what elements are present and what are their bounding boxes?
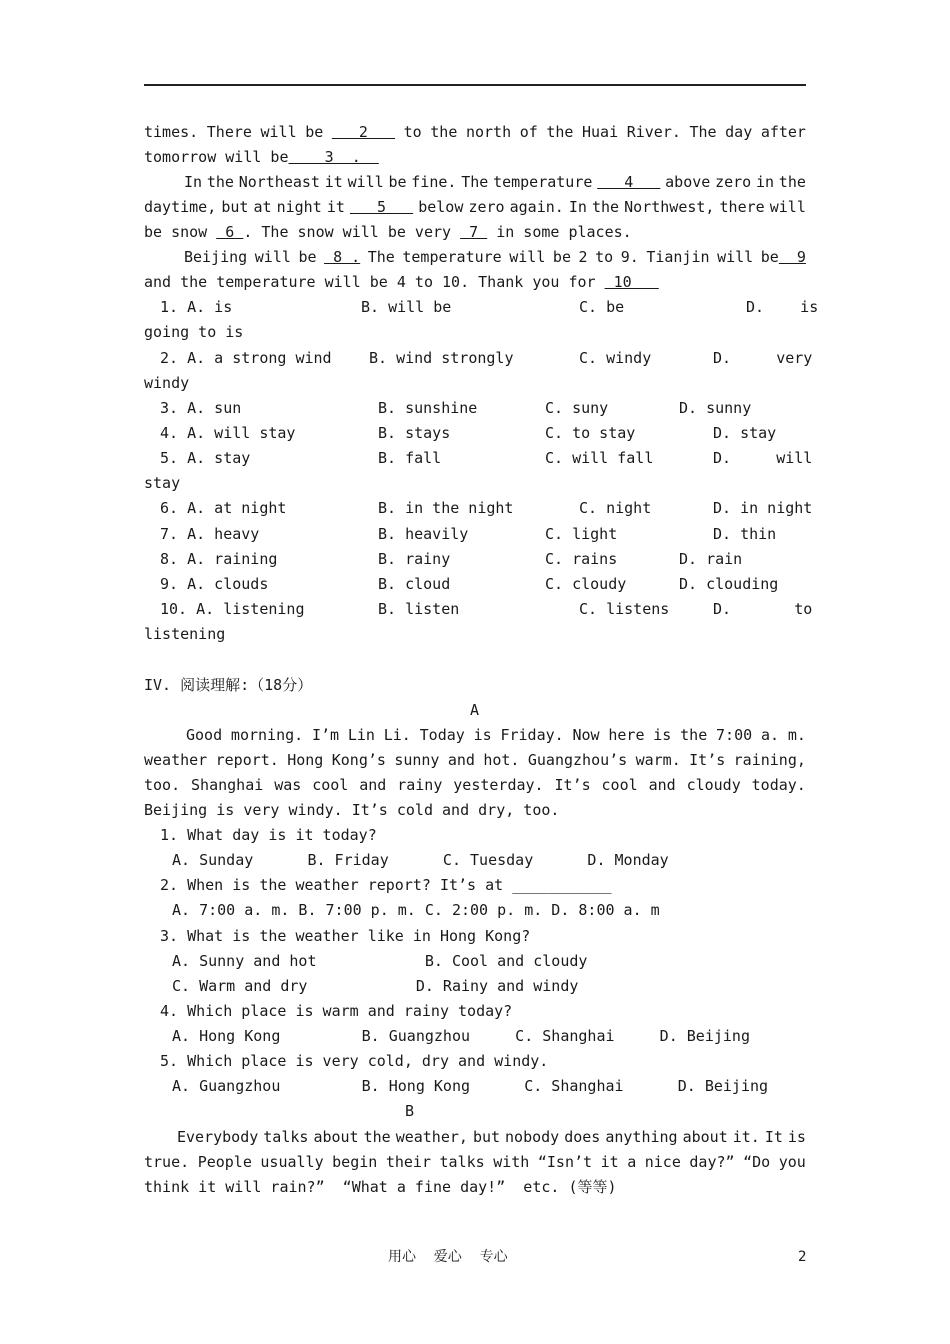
question-4: 4. Which place is warm and rainy today? bbox=[160, 1002, 513, 1020]
word: in bbox=[755, 173, 775, 191]
word: be 9 bbox=[760, 248, 806, 266]
word: Northwest, bbox=[624, 198, 715, 216]
word: Beijing bbox=[184, 248, 248, 266]
word: nice bbox=[644, 1153, 681, 1171]
word: will bbox=[254, 248, 291, 266]
word: 7:00 bbox=[716, 726, 753, 744]
word: you bbox=[778, 1153, 806, 1171]
word: again. bbox=[509, 198, 564, 216]
passage-a-label: A bbox=[470, 701, 480, 719]
word: temperature bbox=[493, 173, 593, 191]
option-5b: B. fall bbox=[378, 449, 442, 467]
option-10a: 10. A. listening bbox=[160, 600, 305, 618]
word: be bbox=[552, 248, 571, 266]
word: it. bbox=[732, 1128, 760, 1146]
option-1b: B. will be bbox=[361, 298, 452, 316]
word: raining, bbox=[733, 751, 806, 769]
word: the bbox=[778, 173, 806, 191]
blank-7: 7 bbox=[460, 223, 488, 241]
word: It bbox=[764, 1128, 783, 1146]
word: m. bbox=[787, 726, 806, 744]
word: was bbox=[274, 776, 302, 794]
word: The bbox=[461, 173, 489, 191]
word: is bbox=[653, 726, 672, 744]
word: about bbox=[682, 1128, 728, 1146]
passage-b-line-1 bbox=[177, 1128, 806, 1147]
option-9b: B. cloud bbox=[378, 575, 451, 593]
word: does bbox=[564, 1128, 601, 1146]
word: but bbox=[221, 198, 249, 216]
word: and bbox=[447, 751, 475, 769]
word: Friday. bbox=[500, 726, 564, 744]
word: talks bbox=[263, 1128, 309, 1146]
word: and bbox=[359, 776, 387, 794]
cloze-line-1 bbox=[144, 123, 806, 142]
cloze-line-5 bbox=[144, 223, 632, 242]
word: “Isn’t bbox=[537, 1153, 593, 1171]
option-1a: 1. A. is bbox=[160, 298, 233, 316]
word: true. bbox=[144, 1153, 190, 1171]
word bbox=[350, 198, 413, 217]
word: weather, bbox=[395, 1128, 468, 1146]
word: will bbox=[769, 198, 806, 216]
word: be bbox=[305, 123, 324, 141]
word: will bbox=[260, 123, 297, 141]
blank-3: 3 . bbox=[288, 148, 379, 166]
option-6a: 6. A. at night bbox=[160, 499, 287, 517]
option-5d-wrap: stay bbox=[144, 474, 181, 492]
word: today. bbox=[751, 776, 806, 794]
word: north bbox=[465, 123, 512, 141]
option-1c: C. be bbox=[579, 298, 625, 316]
option-1d: D. is bbox=[746, 298, 819, 316]
option-2d-wrap: windy bbox=[144, 374, 190, 392]
word: report. bbox=[215, 751, 279, 769]
word: zero bbox=[468, 198, 505, 216]
word: Good bbox=[186, 726, 223, 744]
option-3c: C. suny bbox=[545, 399, 609, 417]
word: sunny bbox=[394, 751, 440, 769]
word: with bbox=[493, 1153, 530, 1171]
word: about bbox=[313, 1128, 359, 1146]
word bbox=[332, 123, 395, 142]
cloze-text: tomorrow will be bbox=[144, 148, 289, 166]
question-3: 3. What is the weather like in Hong Kong? bbox=[160, 927, 531, 945]
word: temperature bbox=[402, 248, 502, 266]
word: rainy bbox=[397, 776, 443, 794]
option-8d: D. rain bbox=[679, 550, 743, 568]
option-4c: C. to stay bbox=[545, 424, 636, 442]
word: is bbox=[787, 1128, 806, 1146]
word: it bbox=[324, 173, 343, 191]
option-9a: 9. A. clouds bbox=[160, 575, 269, 593]
option-3d: D. sunny bbox=[679, 399, 752, 417]
word: Kong’s bbox=[331, 751, 386, 769]
cloze-text: be snow bbox=[144, 223, 217, 241]
cloze-text: . The snow will be very bbox=[243, 223, 461, 241]
option-2a: 2. A. a strong wind bbox=[160, 349, 332, 367]
question-1-options: A. Sunday B. Friday C. Tuesday D. Monday bbox=[172, 851, 669, 869]
option-5c: C. will fall bbox=[545, 449, 654, 467]
header-rule bbox=[144, 84, 806, 86]
word: is bbox=[473, 726, 492, 744]
question-5: 5. Which place is very cold, dry and windy. bbox=[160, 1052, 549, 1070]
word: there bbox=[719, 198, 765, 216]
word: it bbox=[600, 1153, 619, 1171]
question-2-options: A. 7:00 a. m. B. 7:00 p. m. C. 2:00 p. m. D. 8:00 a. m bbox=[172, 901, 660, 919]
word: People bbox=[197, 1153, 252, 1171]
word: cool bbox=[312, 776, 349, 794]
option-6b: B. in the night bbox=[378, 499, 514, 517]
word: be bbox=[298, 248, 317, 266]
word: There bbox=[206, 123, 252, 141]
word: warm. bbox=[635, 751, 681, 769]
word: it bbox=[326, 198, 345, 216]
word: yesterday. bbox=[453, 776, 544, 794]
option-8a: 8. A. raining bbox=[160, 550, 278, 568]
cloze-line-6 bbox=[184, 248, 806, 267]
word: at bbox=[253, 198, 272, 216]
word: Northeast bbox=[238, 173, 320, 191]
word: Shanghai bbox=[191, 776, 264, 794]
option-4d: D. stay bbox=[713, 424, 777, 442]
word: their bbox=[385, 1153, 431, 1171]
option-7d: D. thin bbox=[713, 525, 777, 543]
word: In bbox=[568, 198, 587, 216]
word: zero bbox=[715, 173, 752, 191]
word: the bbox=[363, 1128, 391, 1146]
passage-a-line-1 bbox=[186, 726, 806, 745]
option-6d: D. in night bbox=[713, 499, 813, 517]
option-2b: B. wind strongly bbox=[369, 349, 514, 367]
question-5-options: A. Guangzhou B. Hong Kong C. Shanghai D. Beijing bbox=[172, 1077, 769, 1095]
word: above bbox=[665, 173, 711, 191]
word: Now bbox=[572, 726, 600, 744]
word: Hong bbox=[287, 751, 324, 769]
option-10b: B. listen bbox=[378, 600, 460, 618]
option-9c: C. cloudy bbox=[545, 575, 627, 593]
option-4b: B. stays bbox=[378, 424, 451, 442]
word: In bbox=[184, 173, 203, 191]
option-8b: B. rainy bbox=[378, 550, 451, 568]
word: talks bbox=[439, 1153, 485, 1171]
word: usually bbox=[260, 1153, 324, 1171]
word: the bbox=[680, 726, 708, 744]
word: but bbox=[472, 1128, 501, 1146]
blank: 5 bbox=[349, 198, 414, 216]
word: will bbox=[509, 248, 546, 266]
cloze-text: in some places. bbox=[487, 223, 632, 241]
word: nobody bbox=[505, 1128, 560, 1146]
word: too. bbox=[144, 776, 181, 794]
word: will bbox=[717, 248, 754, 266]
blank: 9 bbox=[778, 248, 806, 266]
word: of bbox=[519, 123, 538, 141]
option-1d-wrap: going to is bbox=[144, 323, 244, 341]
blank: 4 bbox=[597, 173, 661, 191]
option-7c: C. light bbox=[545, 525, 618, 543]
passage-a-line-3 bbox=[144, 776, 806, 795]
word: Lin bbox=[347, 726, 375, 744]
word: River. bbox=[626, 123, 681, 141]
word: 9. bbox=[620, 248, 639, 266]
option-3a: 3. A. sun bbox=[160, 399, 242, 417]
word: I’m bbox=[311, 726, 340, 744]
word: and bbox=[648, 776, 676, 794]
word: daytime, bbox=[144, 198, 217, 216]
word bbox=[324, 248, 360, 267]
word: Tianjin bbox=[646, 248, 710, 266]
option-6c: C. night bbox=[579, 499, 652, 517]
question-3-options-1: A. Sunny and hot B. Cool and cloudy bbox=[172, 952, 588, 970]
word: day bbox=[725, 123, 753, 141]
word: Huai bbox=[582, 123, 619, 141]
footer-motto: 用心 爱心 专心 bbox=[388, 1249, 508, 1265]
option-7a: 7. A. heavy bbox=[160, 525, 260, 543]
blank: 8 . bbox=[324, 248, 361, 266]
option-10d-wrap: listening bbox=[144, 625, 226, 643]
word: Li. bbox=[383, 726, 411, 744]
option-2d: D. very bbox=[713, 349, 813, 367]
word: begin bbox=[332, 1153, 378, 1171]
word: weather bbox=[144, 751, 208, 769]
option-9d: D. clouding bbox=[679, 575, 779, 593]
cloze-line-3 bbox=[184, 173, 806, 192]
option-3b: B. sunshine bbox=[378, 399, 478, 417]
blank: 2 bbox=[331, 123, 396, 141]
cloze-line-2 bbox=[144, 148, 379, 167]
word: the bbox=[592, 198, 620, 216]
cloze-line-7 bbox=[144, 273, 659, 292]
word: It’s bbox=[554, 776, 591, 794]
word: “Do bbox=[743, 1153, 771, 1171]
word: the bbox=[206, 173, 234, 191]
option-10c: C. listens bbox=[579, 600, 670, 618]
word: to bbox=[595, 248, 614, 266]
word: fine. bbox=[411, 173, 457, 191]
section-title: IV. 阅读理解:（18分） bbox=[144, 676, 313, 694]
word: The bbox=[689, 123, 717, 141]
blank-10: 10 bbox=[604, 273, 659, 291]
option-8c: C. rains bbox=[545, 550, 618, 568]
word: will bbox=[347, 173, 384, 191]
word: day?” bbox=[689, 1153, 735, 1171]
word: The bbox=[367, 248, 395, 266]
word: anything bbox=[605, 1128, 678, 1146]
option-10d: D. to bbox=[713, 600, 813, 618]
word: Everybody bbox=[177, 1128, 259, 1146]
passage-b-label: B bbox=[405, 1102, 415, 1120]
cloze-text: and the temperature will be 4 to 10. Thank you for bbox=[144, 273, 605, 291]
option-5a: 5. A. stay bbox=[160, 449, 251, 467]
word: hot. bbox=[483, 751, 520, 769]
blank-6: 6 bbox=[216, 223, 244, 241]
question-4-options: A. Hong Kong B. Guangzhou C. Shanghai D. Beijing bbox=[172, 1027, 750, 1045]
passage-b-line-3: think it will rain?” “What a fine day!” etc. (等等) bbox=[144, 1178, 617, 1196]
option-5d: D. will bbox=[713, 449, 813, 467]
word: night bbox=[276, 198, 322, 216]
word: the bbox=[546, 123, 574, 141]
word: to bbox=[403, 123, 422, 141]
word: It’s bbox=[689, 751, 726, 769]
option-7b: B. heavily bbox=[378, 525, 469, 543]
word: be bbox=[388, 173, 407, 191]
page-number: 2 bbox=[798, 1249, 807, 1265]
option-2c: C. windy bbox=[579, 349, 652, 367]
question-3-options-2: C. Warm and dry D. Rainy and windy bbox=[172, 977, 579, 995]
word: a. bbox=[760, 726, 780, 744]
passage-b-line-2 bbox=[144, 1153, 806, 1172]
word: Today bbox=[419, 726, 465, 744]
word: times. bbox=[144, 123, 199, 141]
word: the bbox=[430, 123, 458, 141]
word: 2 bbox=[578, 248, 588, 266]
passage-a-line-4: Beijing is very windy. It’s cold and dry, too. bbox=[144, 801, 560, 819]
question-1: 1. What day is it today? bbox=[160, 826, 377, 844]
word: cloudy bbox=[686, 776, 741, 794]
word: Guangzhou’s bbox=[527, 751, 628, 769]
word: morning. bbox=[230, 726, 304, 744]
word bbox=[597, 173, 660, 192]
word: cool bbox=[601, 776, 638, 794]
option-4a: 4. A. will stay bbox=[160, 424, 296, 442]
word: here bbox=[608, 726, 645, 744]
word: a bbox=[627, 1153, 637, 1171]
word: after bbox=[760, 123, 806, 141]
question-2: 2. When is the weather report? It’s at ___________ bbox=[160, 876, 612, 894]
cloze-line-4 bbox=[144, 198, 806, 217]
passage-a-line-2 bbox=[144, 751, 806, 770]
word: below bbox=[418, 198, 464, 216]
